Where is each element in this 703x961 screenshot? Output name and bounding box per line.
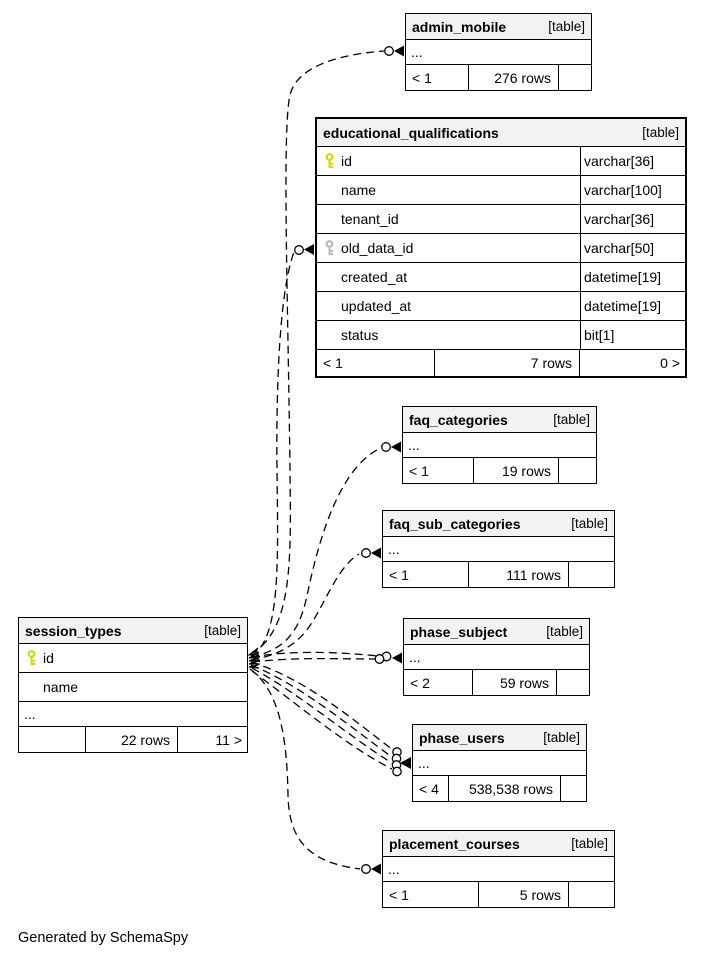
footer-parents: < 1 bbox=[317, 350, 435, 376]
generated-by-note: Generated by SchemaSpy bbox=[18, 930, 189, 946]
table-tag: [table] bbox=[548, 19, 585, 34]
table-tag: [table] bbox=[553, 412, 590, 427]
footer-children bbox=[559, 65, 591, 90]
table-tag: [table] bbox=[571, 836, 608, 851]
footer-parents: < 1 bbox=[403, 458, 474, 483]
footer-parents: < 1 bbox=[406, 65, 469, 90]
table-footer bbox=[383, 882, 614, 907]
footer-children bbox=[557, 670, 589, 695]
primary-key-icon bbox=[324, 153, 335, 169]
ellipsis-row bbox=[403, 433, 596, 458]
ellipsis-text: ... bbox=[24, 706, 36, 722]
table-phase-users bbox=[412, 724, 587, 802]
ellipsis-text: ... bbox=[408, 437, 420, 453]
table-tag: [table] bbox=[204, 623, 241, 638]
table-header[interactable] bbox=[317, 119, 685, 147]
footer-row-count: 276 rows bbox=[469, 65, 559, 90]
table-header[interactable] bbox=[413, 725, 586, 751]
ellipsis-row bbox=[19, 702, 247, 727]
table-name: admin_mobile bbox=[412, 18, 507, 35]
column-type: varchar[36] bbox=[580, 205, 685, 233]
table-name: faq_categories bbox=[409, 411, 508, 428]
edge-session-types-phase-subject-2 bbox=[252, 659, 376, 662]
footer-children bbox=[569, 562, 614, 587]
ellipsis-row bbox=[404, 645, 589, 670]
footer-children: 0 > bbox=[660, 355, 680, 371]
footer-parents: < 4 bbox=[413, 776, 449, 801]
column-type: bit[1] bbox=[580, 321, 685, 349]
table-header[interactable] bbox=[406, 14, 591, 40]
column-name: name bbox=[43, 679, 79, 695]
column-type: datetime[19] bbox=[580, 292, 685, 320]
column-row bbox=[317, 292, 685, 321]
edge-session-types-phase-subject-1 bbox=[251, 652, 379, 657]
footer-parents: < 2 bbox=[404, 670, 473, 695]
table-footer bbox=[406, 65, 591, 90]
ellipsis-text: ... bbox=[411, 44, 423, 60]
table-footer bbox=[404, 670, 589, 695]
table-footer bbox=[383, 562, 614, 587]
table-faq-sub-categories bbox=[382, 510, 615, 588]
ellipsis-row bbox=[383, 537, 614, 562]
table-tag: [table] bbox=[642, 125, 679, 140]
table-footer bbox=[317, 350, 685, 376]
table-tag: [table] bbox=[546, 624, 583, 639]
table-faq-categories bbox=[402, 406, 597, 484]
table-session-types bbox=[18, 617, 248, 753]
footer-children bbox=[561, 776, 586, 801]
ellipsis-text: ... bbox=[418, 755, 430, 771]
ellipsis-row bbox=[406, 40, 591, 65]
table-footer bbox=[413, 776, 586, 801]
column-name: status bbox=[341, 327, 379, 343]
footer-parents bbox=[19, 727, 86, 752]
column-type: varchar[100] bbox=[580, 176, 685, 204]
column-row bbox=[317, 147, 685, 176]
table-name: phase_subject bbox=[410, 623, 508, 640]
footer-row-count: 5 rows bbox=[479, 882, 569, 907]
ellipsis-text: ... bbox=[388, 861, 400, 877]
footer-children: 11 > bbox=[215, 731, 242, 748]
table-placement-courses bbox=[382, 830, 615, 908]
table-admin-mobile bbox=[405, 13, 592, 91]
column-row bbox=[317, 205, 685, 234]
table-name: phase_users bbox=[419, 729, 505, 746]
foreign-key-icon bbox=[324, 240, 335, 256]
footer-row-count: 59 rows bbox=[473, 670, 557, 695]
edge-session-types-educational-qualifications bbox=[251, 252, 294, 656]
table-tag: [table] bbox=[543, 730, 580, 745]
table-phase-subject bbox=[403, 618, 590, 696]
edge-session-types-phase-users-1 bbox=[251, 662, 393, 750]
column-name: updated_at bbox=[341, 298, 412, 314]
column-name: id bbox=[341, 153, 352, 169]
edge-session-types-phase-users-3 bbox=[252, 668, 392, 763]
column-name: created_at bbox=[341, 269, 408, 285]
table-header[interactable] bbox=[404, 619, 589, 645]
table-footer bbox=[403, 458, 596, 483]
edge-session-types-placement-courses bbox=[250, 669, 360, 869]
table-tag: [table] bbox=[571, 516, 608, 531]
ellipsis-text: ... bbox=[409, 649, 421, 665]
table-header[interactable] bbox=[19, 618, 247, 644]
column-row bbox=[317, 176, 685, 205]
table-educational-qualifications bbox=[315, 117, 687, 378]
column-row bbox=[19, 673, 247, 702]
ellipsis-row bbox=[413, 751, 586, 776]
column-row bbox=[19, 644, 247, 673]
column-name: tenant_id bbox=[341, 211, 399, 227]
column-row bbox=[317, 321, 685, 350]
edge-session-types-phase-users-2 bbox=[251, 665, 392, 757]
table-footer bbox=[19, 727, 247, 752]
primary-key-icon bbox=[26, 650, 37, 666]
edge-session-types-faq-categories bbox=[251, 449, 379, 657]
footer-children bbox=[559, 458, 596, 483]
table-name: placement_courses bbox=[389, 835, 520, 852]
column-name: old_data_id bbox=[341, 240, 414, 256]
ellipsis-text: ... bbox=[388, 541, 400, 557]
table-header[interactable] bbox=[403, 407, 596, 433]
footer-parents: < 1 bbox=[383, 562, 469, 587]
table-name: session_types bbox=[25, 622, 122, 639]
footer-row-count: 111 rows bbox=[469, 562, 569, 587]
table-header[interactable] bbox=[383, 511, 614, 537]
footer-row-count: 7 rows bbox=[435, 350, 580, 376]
footer-row-count: 22 rows bbox=[86, 727, 178, 752]
edge-session-types-faq-sub-categories bbox=[251, 554, 359, 660]
column-name: name bbox=[341, 182, 377, 198]
column-row bbox=[317, 234, 685, 263]
edge-session-types-phase-users-4 bbox=[252, 671, 392, 769]
footer-row-count: 19 rows bbox=[474, 458, 559, 483]
table-name: faq_sub_categories bbox=[389, 515, 521, 532]
footer-parents: < 1 bbox=[383, 882, 479, 907]
column-row bbox=[317, 263, 685, 292]
footer-row-count: 538,538 rows bbox=[449, 776, 561, 801]
ellipsis-row bbox=[383, 857, 614, 882]
table-name: educational_qualifications bbox=[323, 124, 499, 141]
column-name: id bbox=[43, 650, 54, 666]
column-type: datetime[19] bbox=[580, 263, 685, 291]
column-type: varchar[50] bbox=[580, 234, 685, 262]
table-header[interactable] bbox=[383, 831, 614, 857]
footer-children bbox=[569, 882, 614, 907]
column-type: varchar[36] bbox=[580, 147, 685, 175]
source-arrowheads bbox=[249, 648, 260, 668]
